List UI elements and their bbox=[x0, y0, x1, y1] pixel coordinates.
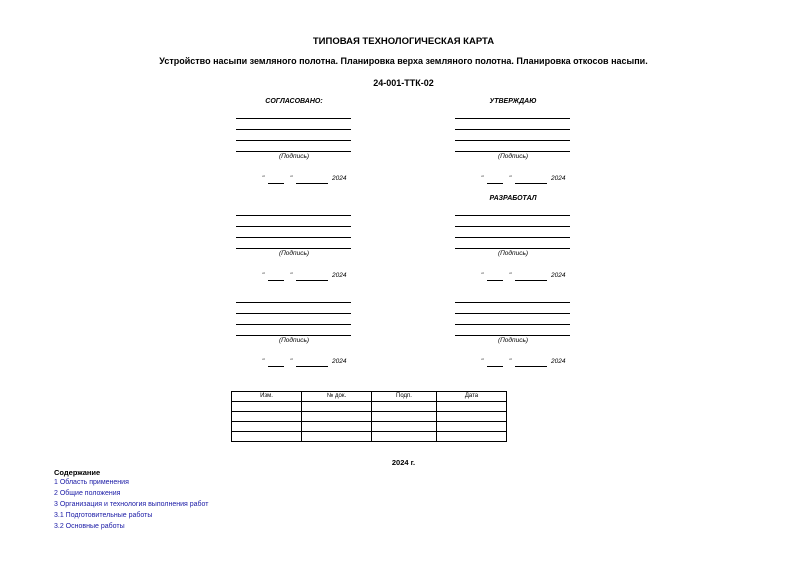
revision-cell bbox=[437, 402, 507, 412]
date-quote: " bbox=[262, 272, 265, 279]
date-month-line bbox=[515, 280, 547, 281]
signature-line bbox=[455, 324, 570, 325]
date-quote: " bbox=[481, 358, 484, 365]
signature-label: (Подпись) bbox=[497, 153, 529, 160]
signature-line bbox=[236, 151, 351, 152]
date-quote: " bbox=[481, 272, 484, 279]
date-quote: " bbox=[262, 358, 265, 365]
document-year: 2024 г. bbox=[391, 458, 416, 467]
revision-row bbox=[232, 402, 507, 412]
date-quote: " bbox=[290, 358, 293, 365]
document-title: ТИПОВАЯ ТЕХНОЛОГИЧЕСКАЯ КАРТА bbox=[312, 36, 495, 47]
revision-header-sign: Подп. bbox=[372, 392, 437, 402]
approve-heading: УТВЕРЖДАЮ bbox=[489, 98, 537, 105]
signature-line bbox=[455, 140, 570, 141]
date-quote: " bbox=[509, 175, 512, 182]
revision-cell bbox=[302, 402, 372, 412]
revision-row bbox=[232, 422, 507, 432]
revision-cell bbox=[232, 432, 302, 442]
revision-header-docnum: № док. bbox=[302, 392, 372, 402]
revision-cell bbox=[232, 402, 302, 412]
revision-cell bbox=[302, 432, 372, 442]
signature-line bbox=[455, 248, 570, 249]
revision-cell bbox=[302, 412, 372, 422]
date-month-line bbox=[296, 280, 328, 281]
signature-label: (Подпись) bbox=[278, 153, 310, 160]
date-quote: " bbox=[481, 175, 484, 182]
revision-cell bbox=[372, 422, 437, 432]
signature-line bbox=[455, 335, 570, 336]
date-day-line bbox=[487, 366, 503, 367]
revision-cell bbox=[437, 422, 507, 432]
signature-line bbox=[236, 237, 351, 238]
date-year: 2024 bbox=[551, 358, 566, 365]
agreed-heading: СОГЛАСОВАНО: bbox=[265, 98, 323, 105]
date-quote: " bbox=[262, 175, 265, 182]
date-month-line bbox=[515, 366, 547, 367]
date-day-line bbox=[268, 183, 284, 184]
date-day-line bbox=[268, 366, 284, 367]
date-quote: " bbox=[509, 358, 512, 365]
revision-row bbox=[232, 432, 507, 442]
toc-link[interactable]: 1 Область применения bbox=[54, 479, 129, 486]
document-subtitle: Устройство насыпи земляного полотна. Планировка верха земляного полотна. Планировка откосов насыпи. bbox=[159, 56, 648, 66]
revision-cell bbox=[232, 422, 302, 432]
date-year: 2024 bbox=[551, 272, 566, 279]
revision-header-date: Дата bbox=[437, 392, 507, 402]
date-quote: " bbox=[509, 272, 512, 279]
signature-line bbox=[455, 151, 570, 152]
signature-line bbox=[236, 118, 351, 119]
date-day-line bbox=[487, 183, 503, 184]
revision-cell bbox=[372, 432, 437, 442]
date-quote: " bbox=[290, 175, 293, 182]
toc-link[interactable]: 3.1 Подготовительные работы bbox=[54, 512, 153, 519]
toc-link[interactable]: 2 Общие положения bbox=[54, 490, 121, 497]
document-code: 24-001-ТТК-02 bbox=[373, 78, 434, 88]
signature-line bbox=[236, 313, 351, 314]
date-year: 2024 bbox=[332, 175, 347, 182]
date-year: 2024 bbox=[551, 175, 566, 182]
signature-line bbox=[236, 226, 351, 227]
signature-label: (Подпись) bbox=[497, 250, 529, 257]
signature-label: (Подпись) bbox=[278, 337, 310, 344]
revision-cell bbox=[372, 412, 437, 422]
revision-cell bbox=[437, 412, 507, 422]
toc-link[interactable]: 3 Организация и технология выполнения работ bbox=[54, 501, 209, 508]
signature-line bbox=[236, 215, 351, 216]
signature-label: (Подпись) bbox=[497, 337, 529, 344]
date-month-line bbox=[296, 183, 328, 184]
signature-line bbox=[236, 248, 351, 249]
revision-cell bbox=[302, 422, 372, 432]
toc-heading: Содержание bbox=[54, 468, 101, 477]
signature-line bbox=[455, 129, 570, 130]
date-year: 2024 bbox=[332, 358, 347, 365]
date-month-line bbox=[515, 183, 547, 184]
date-month-line bbox=[296, 366, 328, 367]
signature-line bbox=[455, 118, 570, 119]
revision-cell bbox=[437, 432, 507, 442]
toc-link[interactable]: 3.2 Основные работы bbox=[54, 523, 125, 530]
revision-row bbox=[232, 412, 507, 422]
signature-line bbox=[455, 215, 570, 216]
revision-cell bbox=[372, 402, 437, 412]
revision-table bbox=[231, 391, 507, 442]
signature-line bbox=[455, 226, 570, 227]
signature-line bbox=[236, 324, 351, 325]
signature-line bbox=[455, 302, 570, 303]
signature-line bbox=[236, 129, 351, 130]
signature-line bbox=[455, 237, 570, 238]
revision-header-change: Изм. bbox=[232, 392, 302, 402]
developed-heading: РАЗРАБОТАЛ bbox=[489, 195, 537, 202]
signature-line bbox=[236, 302, 351, 303]
signature-line bbox=[236, 140, 351, 141]
signature-line bbox=[236, 335, 351, 336]
signature-label: (Подпись) bbox=[278, 250, 310, 257]
signature-line bbox=[455, 313, 570, 314]
date-quote: " bbox=[290, 272, 293, 279]
date-day-line bbox=[487, 280, 503, 281]
revision-cell bbox=[232, 412, 302, 422]
date-year: 2024 bbox=[332, 272, 347, 279]
date-day-line bbox=[268, 280, 284, 281]
